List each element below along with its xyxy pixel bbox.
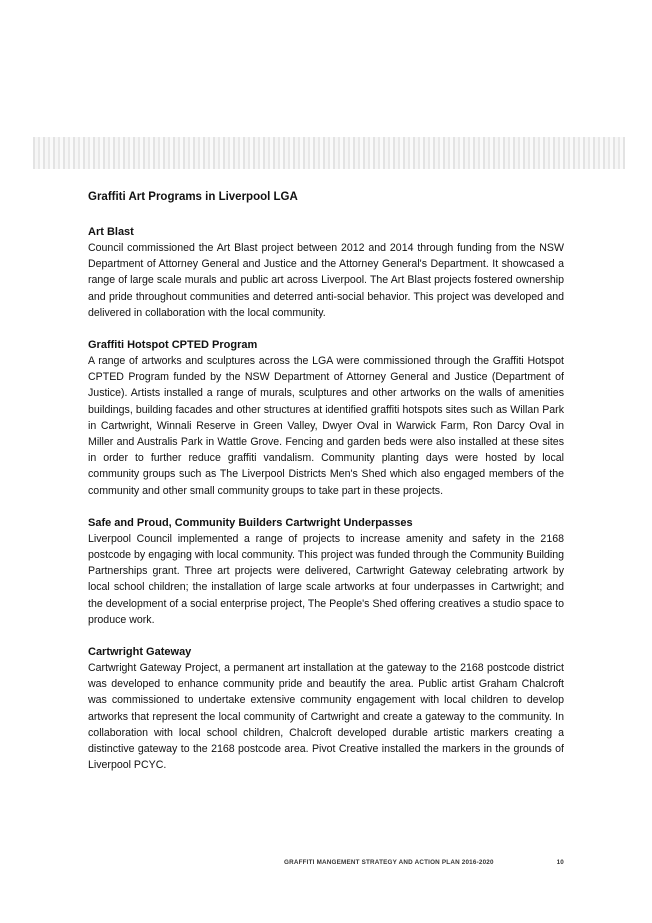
- section-heading: Safe and Proud, Community Builders Cartwright Underpasses: [88, 516, 413, 529]
- section-graffiti-hotspot: [88, 337, 564, 499]
- footer-title: GRAFFITI MANGEMENT STRATEGY AND ACTION PLAN 2016-2020: [284, 859, 494, 866]
- document-body: [88, 189, 564, 789]
- header-banner: [33, 137, 625, 169]
- section-paragraph: A range of artworks and sculptures across the LGA were commissioned through the Graffiti Hotspot CPTED Program funded by the NSW Department of Attorney General and Justice (Department of Justice). Artists installed a range of murals, sculptures and other artworks on the walls of amenities buildings, building facades and other structures at identified graffiti hotspots sites such as Willan Park in Cartwright, Winnali Reserve in Green Valley, Dwyer Oval in Warwick Farm, Ron Darcy Oval in Miller and Australis Park in Wattle Grove. Fencing and garden beds were also installed at these sites in order to further reduce graffiti vandalism. Community planting days were hosted by local community groups such as The Liverpool Districts Men's Shed which also engaged members of the community and other small community groups to take part in these projects.: [88, 355, 564, 497]
- section-safe-and-proud: [88, 515, 564, 628]
- section-art-blast: [88, 224, 564, 321]
- section-heading: Graffiti Hotspot CPTED Program: [88, 339, 258, 352]
- page-number: 10: [556, 859, 564, 866]
- section-paragraph: Liverpool Council implemented a range of projects to increase amenity and safety in the 2168 postcode by engaging with local community. This project was funded through the Community Building Partnerships grant. Three art projects were delivered, Cartwright Gateway celebrating artwork by local school children; the installation of large scale artworks at four underpasses in Cartwright; and the development of a social enterprise project, The People's Shed offering creatives a studio space to produce work.: [88, 532, 564, 626]
- section-heading: Cartwright Gateway: [88, 646, 192, 659]
- section-cartwright-gateway: [88, 644, 564, 773]
- section-heading: Art Blast: [88, 226, 134, 238]
- document-title: Graffiti Art Programs in Liverpool LGA: [88, 191, 298, 203]
- page-footer: [284, 859, 564, 866]
- section-paragraph: Cartwright Gateway Project, a permanent art installation at the gateway to the 2168 postcode district was developed to enhance community pride and beautify the area. Public artist Graham Chalcroft was commissioned to undertake extensive community engagement with local children to develop artworks that represent the local community of Cartwright and create a gateway to the community. In collaboration with local school children, Chalcroft developed durable artistic markers creating a distinctive gateway to the 2168 postcode area. Pivot Creative installed the markers in the grounds of Liverpool PCYC.: [88, 662, 564, 772]
- section-paragraph: Council commissioned the Art Blast project between 2012 and 2014 through funding from the NSW Department of Attorney General and Justice and the Attorney General's Department. It showcased a range of large scale murals and public art across Liverpool. The Art Blast projects fostered ownership and pride throughout communities and deterred anti-social behavior. This project was developed and delivered in collaboration with the local community.: [88, 242, 564, 319]
